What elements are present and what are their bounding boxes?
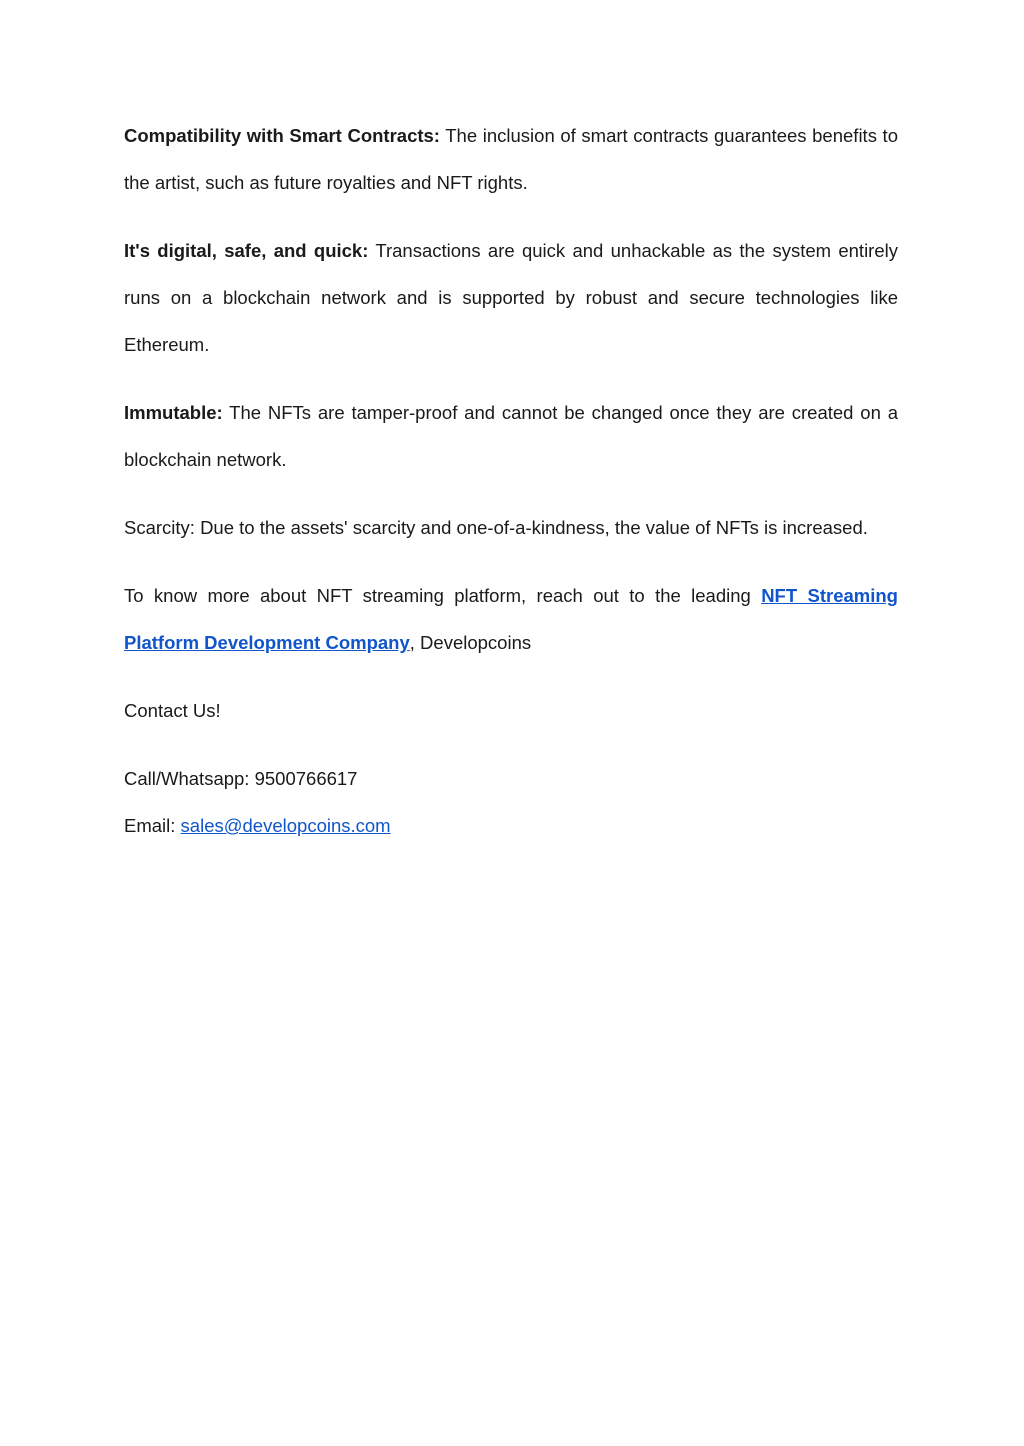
paragraph-scarcity (124, 504, 898, 551)
digital-text: Transactions are quick and unhackable as the system entirely runs on a blockchain network and is supported by robust and secure technologies like Ethereum. (124, 240, 898, 355)
immutable-label: Immutable: (124, 402, 223, 423)
contact-heading: Contact Us! (124, 700, 221, 721)
scarcity-text: Scarcity: Due to the assets' scarcity and one-of-a-kindness, the value of NFTs is increased. (124, 517, 868, 538)
phone-text: Call/Whatsapp: 9500766617 (124, 768, 358, 789)
paragraph-phone (124, 755, 898, 802)
nft-streaming-company-link[interactable]: NFT Streaming Platform Development Company (124, 585, 898, 653)
paragraph-smart-contracts (124, 112, 898, 206)
smart-contracts-text: The inclusion of smart contracts guarantees benefits to the artist, such as future royalties and NFT rights. (124, 125, 898, 193)
paragraph-contact (124, 687, 898, 734)
know-more-suffix: , Developcoins (409, 632, 532, 653)
paragraph-email (124, 802, 898, 849)
paragraph-immutable (124, 389, 898, 483)
paragraph-know-more (124, 572, 898, 666)
smart-contracts-label: Compatibility with Smart Contracts: (124, 125, 440, 146)
email-link[interactable]: sales@developcoins.com (180, 815, 391, 836)
document-page (124, 112, 898, 849)
email-label: Email: (124, 815, 181, 836)
digital-label: It's digital, safe, and quick: (124, 240, 369, 261)
immutable-text: The NFTs are tamper-proof and cannot be changed once they are created on a blockchain network. (124, 402, 898, 470)
know-more-text: To know more about NFT streaming platform, reach out to the leading (124, 585, 762, 606)
paragraph-digital (124, 227, 898, 368)
